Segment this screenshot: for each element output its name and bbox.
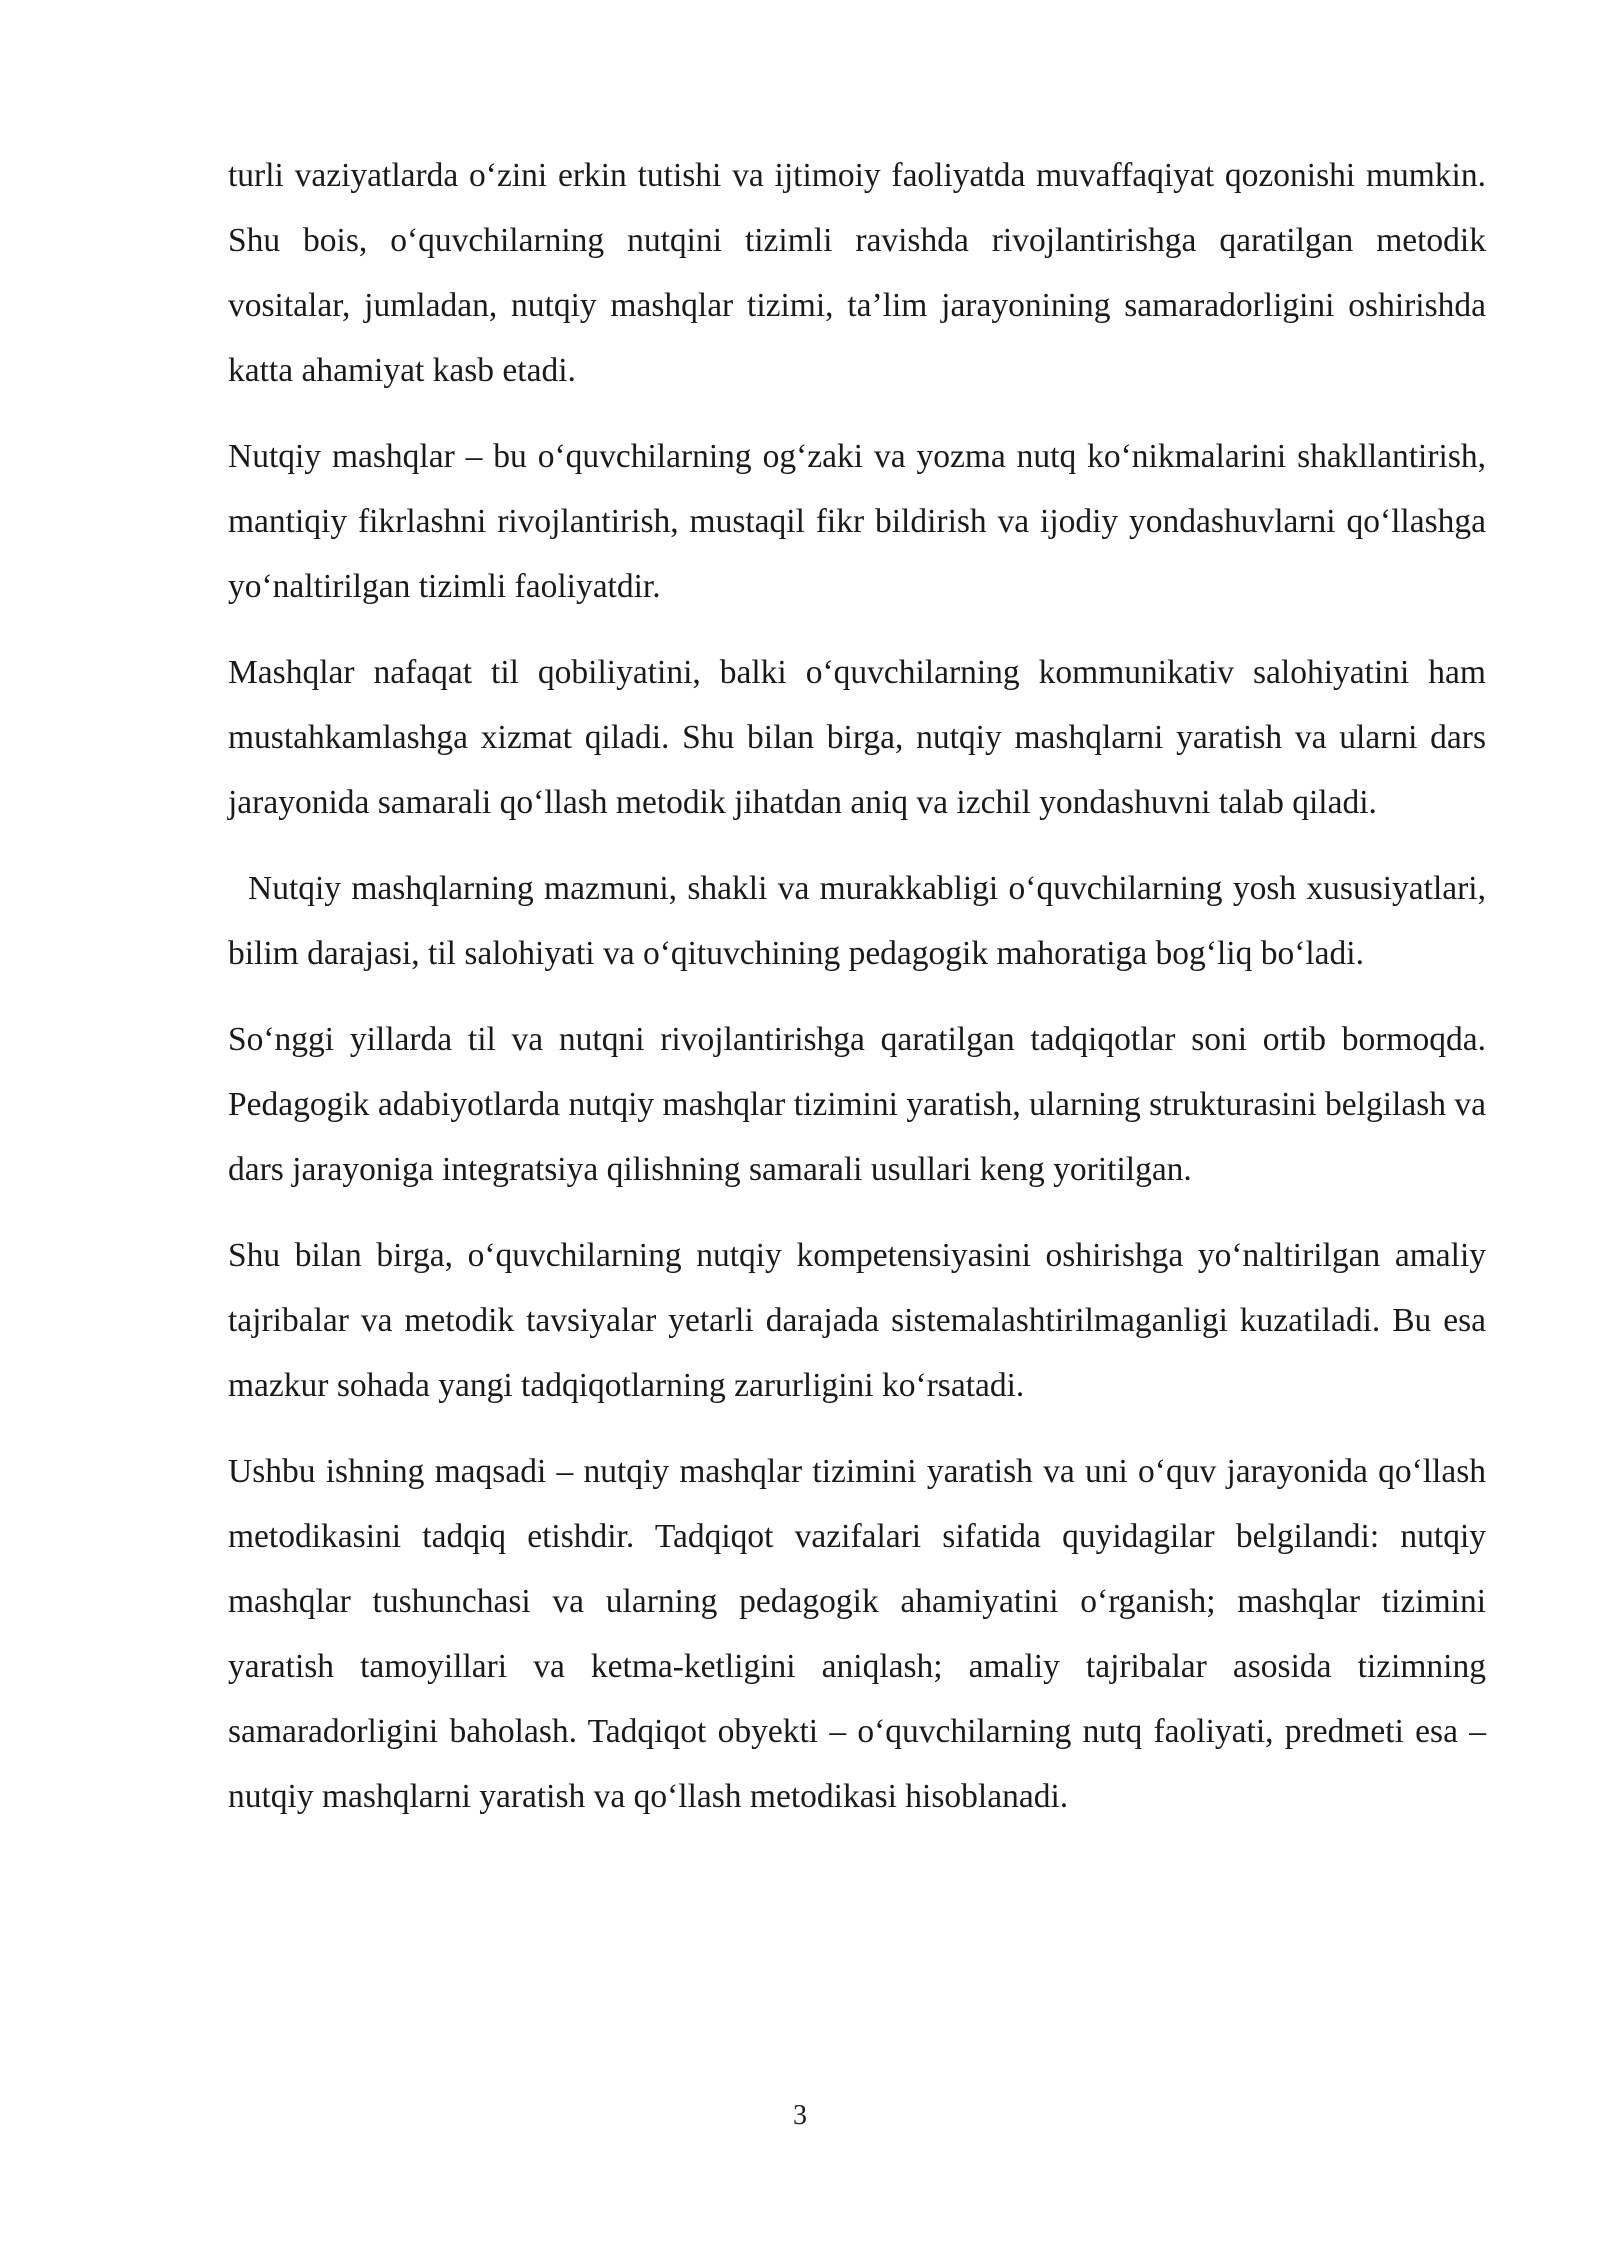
paragraph-6: Shu bilan birga, o‘quvchilarning nutqiy kompetensiyasini oshirishga yo‘naltirilgan amaliy tajribalar va metodik tavsiyalar yetarli darajada sistemalashtirilmaganligi kuzatiladi. Bu esa mazkur sohada yangi tadqiqotlarning zarurligini ko‘rsatadi. (228, 1237, 1486, 1404)
paragraph-2: Nutqiy mashqlar – bu o‘quvchilarning og‘zaki va yozma nutq ko‘nikmalarini shakllantirish, mantiqiy fikrlashni rivojlantirish, mustaqil fikr bildirish va ijodiy yondashuvlarni qo‘llashga yo‘naltirilgan tizimli faoliyatdir. (228, 438, 1486, 605)
page-number: 3 (793, 2100, 807, 2131)
paragraph-1: turli vaziyatlarda o‘zini erkin tutishi va ijtimoiy faoliyatda muvaffaqiyat qozonishi mumkin. Shu bois, o‘quvchilarning nutqini tizimli ravishda rivojlantirishga qaratilgan metodik vositalar, jumladan, nutqiy mashqlar tizimi, ta’lim jarayonining samaradorligini oshirishda katta ahamiyat kasb etadi. (228, 157, 1486, 389)
body-text (228, 143, 1486, 1850)
paragraph-4: Nutqiy mashqlarning mazmuni, shakli va murakkabligi o‘quvchilarning yosh xususiyatlari, bilim darajasi, til salohiyati va o‘qituvchining pedagogik mahoratiga bog‘liq bo‘ladi. (228, 870, 1486, 972)
paragraph-3: Mashqlar nafaqat til qobiliyatini, balki o‘quvchilarning kommunikativ salohiyatini ham mustahkamlashga xizmat qiladi. Shu bilan birga, nutqiy mashqlarni yaratish va ularni dars jarayonida samarali qo‘llash metodik jihatdan aniq va izchil yondashuvni talab qiladi. (228, 654, 1486, 821)
paragraph-5: So‘nggi yillarda til va nutqni rivojlantirishga qaratilgan tadqiqotlar soni ortib bormoqda. Pedagogik adabiyotlarda nutqiy mashqlar tizimini yaratish, ularning strukturasini belgilash va dars jarayoniga integratsiya qilishning samarali usullari keng yoritilgan. (228, 1021, 1486, 1188)
paragraph-7: Ushbu ishning maqsadi – nutqiy mashqlar tizimini yaratish va uni o‘quv jarayonida qo‘llash metodikasini tadqiq etishdir. Tadqiqot vazifalari sifatida quyidagilar belgilandi: nutqiy mashqlar tushunchasi va ularning pedagogik ahamiyatini o‘rganish; mashqlar tizimini yaratish tamoyillari va ketma-ketligini aniqlash; amaliy tajribalar asosida tizimning samaradorligini baholash. Tadqiqot obyekti – o‘quvchilarning nutq faoliyati, predmeti esa – nutqiy mashqlarni yaratish va qo‘llash metodikasi hisoblanadi. (228, 1453, 1486, 1815)
